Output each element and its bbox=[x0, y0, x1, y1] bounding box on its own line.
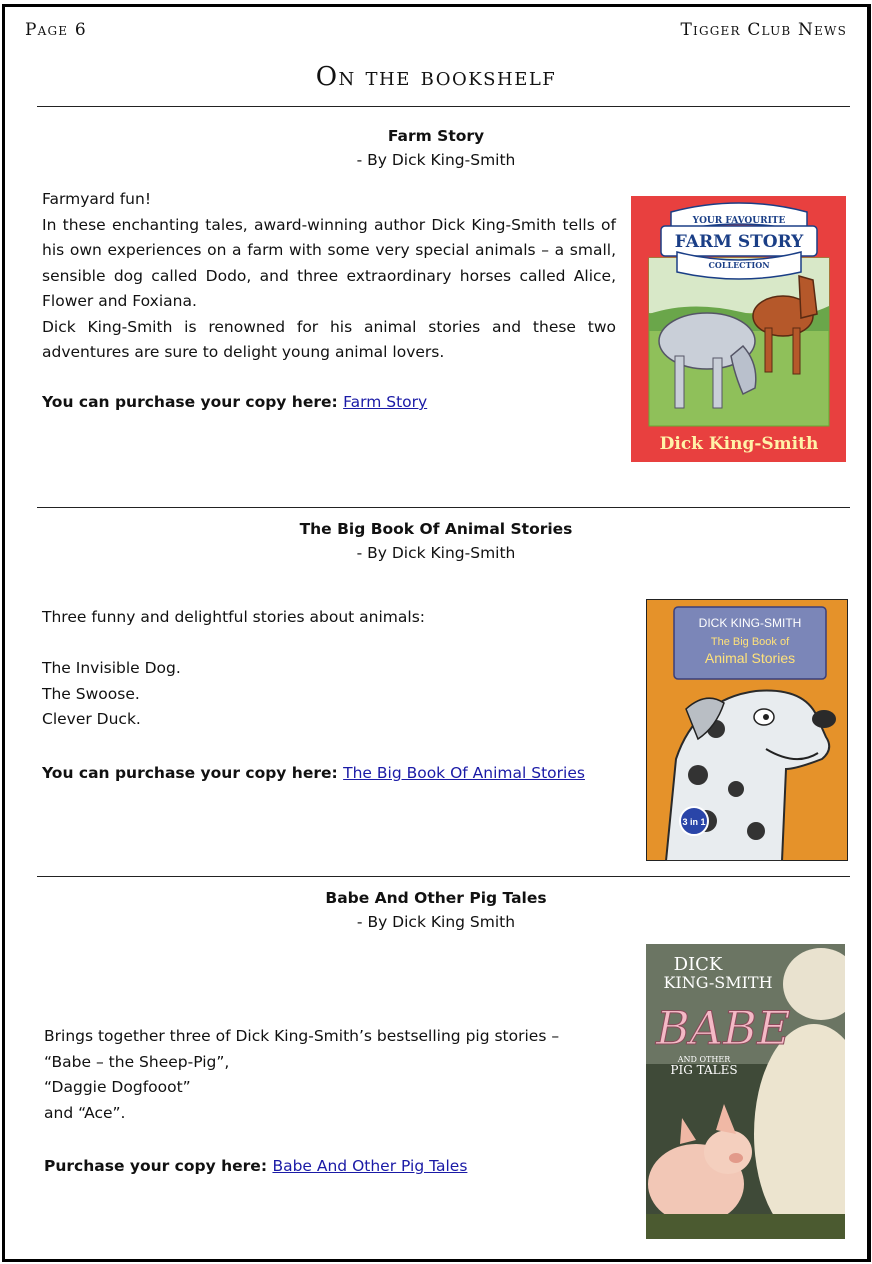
story-item: The Invisible Dog. bbox=[42, 659, 181, 677]
story-item: Clever Duck. bbox=[42, 710, 141, 728]
book-title: The Big Book Of Animal Stories bbox=[299, 520, 573, 538]
book-author: - By Dick King Smith bbox=[356, 913, 516, 931]
cover-banner-bottom-text: COLLECTION bbox=[708, 260, 770, 270]
purchase-line bbox=[42, 390, 427, 416]
purchase-line bbox=[44, 1154, 467, 1180]
book-description bbox=[42, 605, 612, 733]
description-paragraph: Dick King-Smith is renowned for his animal stories and these two adventures are sure to delight young animal lovers. bbox=[42, 317, 616, 361]
big-book-animal-stories-link[interactable]: The Big Book Of Animal Stories bbox=[343, 764, 585, 782]
description-paragraph: In these enchanting tales, award-winning author Dick King-Smith tells of his own experiences on a farm with some very special animals – a small, sensible dog called Dodo, and three extraordinary horses called Alice, Flower and Foxiana. bbox=[42, 215, 616, 310]
farm-story-link[interactable]: Farm Story bbox=[343, 393, 428, 411]
purchase-label: You can purchase your copy here: bbox=[42, 393, 338, 411]
story-item: The Swoose. bbox=[42, 684, 140, 703]
cover-author-text: DICK bbox=[673, 954, 723, 975]
cover-author-text: KING-SMITH bbox=[663, 973, 773, 992]
book-description bbox=[44, 1024, 624, 1126]
page-number: Page 6 bbox=[25, 20, 87, 40]
divider bbox=[37, 106, 850, 107]
book-description bbox=[42, 187, 616, 366]
cover-badge-text: 3 in 1 bbox=[682, 817, 706, 827]
cover-banner-top-text: YOUR FAVOURITE bbox=[692, 216, 786, 226]
description-line: Brings together three of Dick King-Smith’s bestselling pig stories – bbox=[44, 1027, 560, 1045]
cover-author-text: Dick King-Smith bbox=[659, 434, 819, 454]
description-line: and “Ace”. bbox=[44, 1103, 126, 1122]
cover-author-text: DICK KING-SMITH bbox=[698, 616, 802, 630]
divider bbox=[37, 507, 850, 508]
book-author: - By Dick King-Smith bbox=[356, 151, 516, 169]
divider bbox=[37, 876, 850, 877]
description-line: Farmyard fun! bbox=[42, 190, 152, 208]
babe-pig-tales-link[interactable]: Babe And Other Pig Tales bbox=[272, 1157, 468, 1175]
cover-subtitle-text: AND OTHER bbox=[677, 1055, 731, 1064]
cover-title-text: FARM STORY bbox=[674, 232, 804, 252]
cover-title-text: BABE bbox=[656, 1001, 791, 1055]
cover-subtitle-text: PIG TALES bbox=[670, 1063, 738, 1077]
babe-cover-image bbox=[646, 944, 845, 1239]
purchase-label: Purchase your copy here: bbox=[44, 1157, 268, 1175]
description-line: “Babe – the Sheep-Pig”, bbox=[44, 1052, 230, 1071]
newsletter-title: Tigger Club News bbox=[680, 20, 847, 40]
purchase-label: You can purchase your copy here: bbox=[42, 764, 338, 782]
description-line: “Daggie Dogfooot” bbox=[44, 1078, 191, 1096]
cover-title-text: Animal Stories bbox=[704, 650, 796, 666]
big-book-cover-image bbox=[646, 599, 848, 861]
book-title: Babe And Other Pig Tales bbox=[325, 889, 547, 907]
book-title: Farm Story bbox=[387, 127, 485, 145]
description-intro: Three funny and delightful stories about animals: bbox=[42, 608, 426, 626]
farm-story-cover-image bbox=[631, 196, 846, 462]
section-title: On the bookshelf bbox=[315, 62, 557, 92]
purchase-line bbox=[42, 761, 585, 787]
book-author: - By Dick King-Smith bbox=[356, 544, 516, 562]
cover-subtitle-text: The Big Book of bbox=[710, 636, 790, 648]
